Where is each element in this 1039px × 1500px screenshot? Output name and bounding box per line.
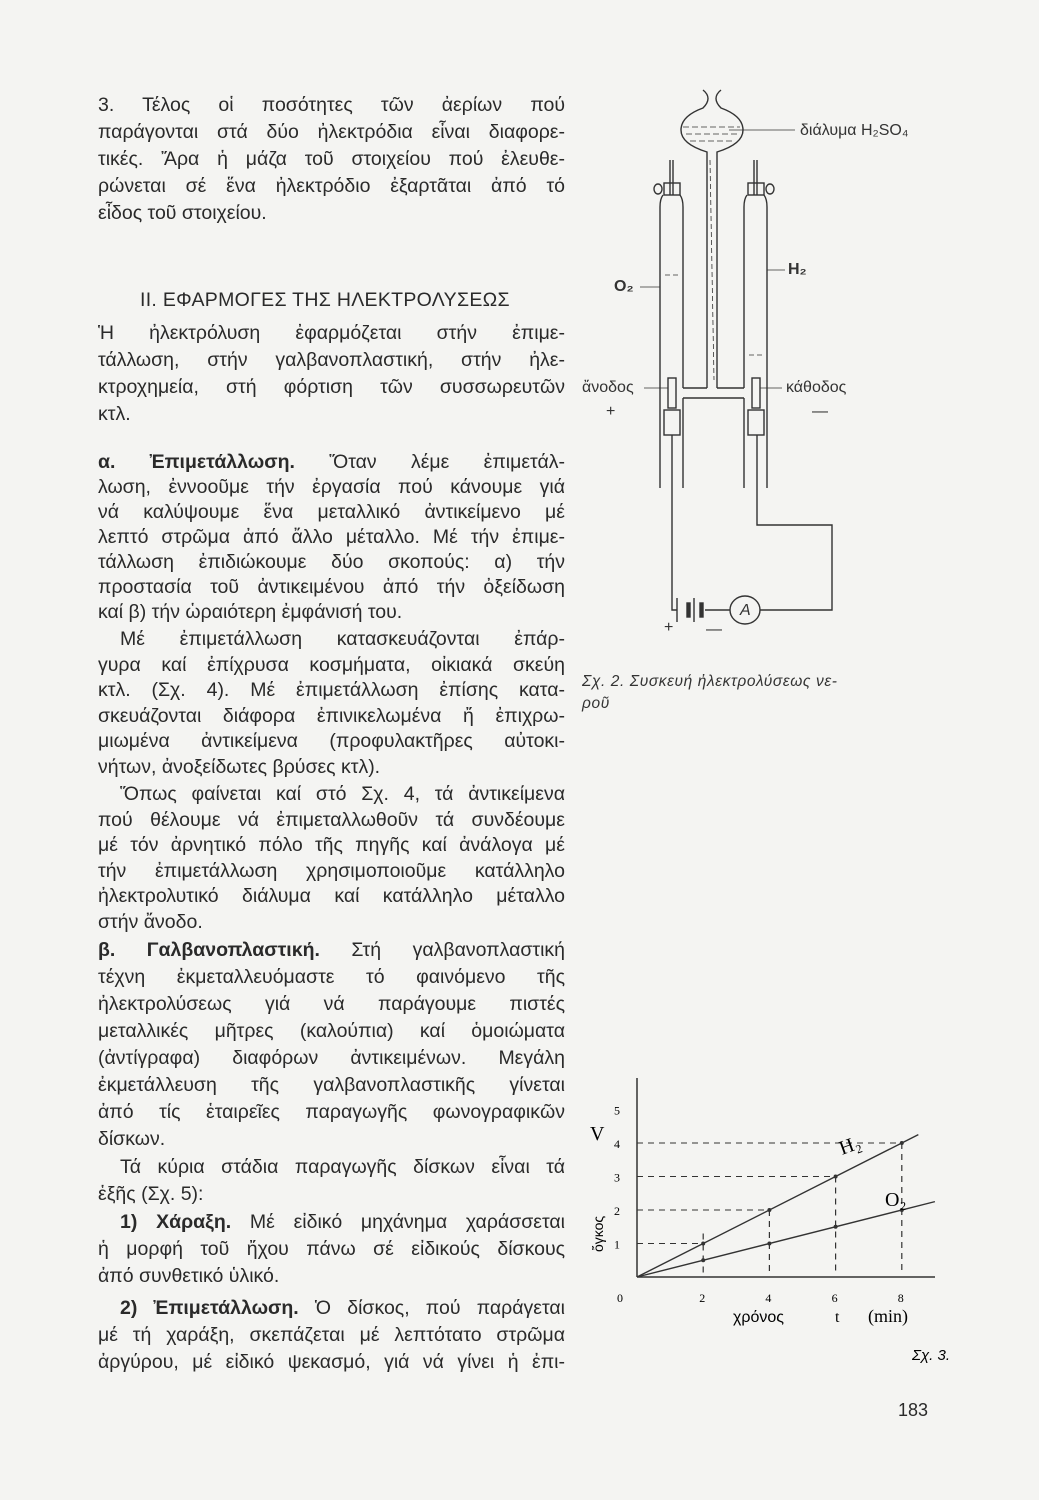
- line-text: νά καλύψουμε ἕνα μεταλλικό ἀντικείμενο μέ: [98, 501, 565, 523]
- label-h2: H₂: [788, 261, 807, 278]
- series-label-h2: H₂: [836, 1131, 864, 1160]
- series-line-h2: [637, 1135, 918, 1277]
- line-text: ἀπό τίς ἑταιρεῖες παραγωγῆς φωνογραφικῶν: [98, 1101, 565, 1123]
- line-text: μέ τή χαράξη, σκεπάζεται μέ λεπτότατο στρῶμα: [98, 1324, 565, 1346]
- line-text: ἀπό συνθετικό ὑλικό.: [98, 1265, 280, 1287]
- line-text: Ὅταν λέμε ἐπιμετάλ-: [294, 451, 565, 473]
- line-text: Μέ εἰδικό μηχάνημα χαράσσεται: [231, 1211, 565, 1233]
- line-text: κτλ.: [98, 403, 131, 425]
- x-tick-label: 8: [897, 1291, 904, 1305]
- figure2-caption-line2: ροῦ: [582, 695, 610, 712]
- line-text: Ὁ δίσκος, πού παράγεται: [298, 1297, 565, 1319]
- label-solution: διάλυμα H₂SO₄: [800, 122, 909, 139]
- line-text: τάλλωση, στήν γαλβανοπλαστική, στήν ἠλε-: [98, 349, 565, 371]
- line-text: μέ τόν ἀρνητικό πόλο τῆς πηγῆς καί ἀνάλογα μέ: [98, 834, 565, 856]
- y-tick-label: 2: [614, 1204, 620, 1218]
- label-ammeter: A: [740, 602, 751, 619]
- line-text: Μέ ἐπιμετάλλωση κατασκευάζονται ἐπάρ-: [120, 628, 565, 650]
- y-tick-label: 3: [614, 1170, 620, 1185]
- x-unit: (min): [868, 1306, 908, 1326]
- y-axis-label: ὄγκος: [590, 1215, 606, 1252]
- line-text: Ὅπως φαίνεται καί στό Σχ. 4, τά ἀντικείμενα: [120, 783, 565, 805]
- line-text: τάλλωση ἐπιδιώκουμε δύο σκοπούς: α) τήν: [98, 551, 565, 573]
- line-text: μιωμένα ἀντικείμενα (προφυλακτῆρες αὐτοκι-: [98, 730, 565, 752]
- data-point: [767, 1208, 771, 1212]
- line-text: ἠλεκτρολυτικό διάλυμα καί κατάλληλο μέταλλο: [98, 885, 565, 907]
- line-text: μεταλλικές μῆτρες (καλούπια) καί ὁμοιώματα: [98, 1020, 565, 1042]
- line-text: ἠλεκτρολύσεως γιά νά παράγουμε πιστές: [98, 993, 565, 1015]
- data-point: [701, 1242, 705, 1246]
- line-text: νήτων, ἀνοξείδωτες βρύσες κτλ).: [98, 755, 381, 778]
- line-text: Ἡ ἠλεκτρόλυση ἐφαρμόζεται στήν ἐπιμε-: [98, 322, 565, 344]
- line-text: στήν ἄνοδο.: [98, 910, 203, 933]
- line-text: σκευάζονται διάφορα ἐπινικελωμένα ἤ ἐπιχρω-: [98, 704, 565, 727]
- series-line-o2: [637, 1202, 935, 1277]
- x-tick-label: 0: [617, 1291, 623, 1305]
- x-tick-label: 2: [699, 1291, 706, 1305]
- line-text: τέχνη ἐκμεταλλευόμαστε τό φαινόμενο τῆς: [98, 966, 565, 988]
- line-text: κτροχημεία, στή φόρτιση τῶν συσσωρευτῶν: [98, 376, 565, 398]
- label-battery-minus: —: [706, 621, 722, 638]
- x-symbol: t: [835, 1309, 840, 1326]
- line-text: παράγονται στά δύο ἠλεκτρόδια εἶναι διαφορε-: [98, 121, 565, 143]
- line-text: γυρα καί ἐπίχρυσα κοσμήματα, οἰκιακά σκεύη: [98, 653, 565, 676]
- line-text: ἑξῆς (Σχ. 5):: [98, 1183, 204, 1205]
- line-text: ρώνεται σέ ἕνα ἠλεκτρόδιο ἐξαρτᾶται ἀπό τό: [98, 175, 565, 197]
- line-text: λεπτό στρῶμα ἀπό ἄλλο μέταλλο. Μέ τήν ἐπιμε-: [98, 526, 565, 548]
- line-text: κτλ. (Σχ. 4). Μέ ἐπιμετάλλωση ἐπίσης κατα-: [98, 679, 565, 701]
- y-tick-label: 1: [614, 1237, 620, 1252]
- x-tick-label: 6: [831, 1291, 838, 1305]
- line-text: (ἀντίγραφα) διαφόρων ἀντικειμένων. Μεγάλη: [98, 1047, 565, 1069]
- section-heading: II. ΕΦΑΡΜΟΓΕΣ ΤΗΣ ΗΛΕΚΤΡΟΛΥΣΕΩΣ: [140, 289, 510, 311]
- page-number: 183: [898, 1400, 929, 1420]
- bold-lead: α. Ἐπιμετάλλωση.: [98, 451, 295, 473]
- label-o2: O₂: [614, 278, 634, 295]
- label-battery-plus: +: [664, 619, 674, 636]
- label-anode: ἄνοδος: [582, 379, 634, 396]
- series-label-o2: O₂: [885, 1189, 907, 1211]
- x-tick-label: 4: [765, 1291, 772, 1305]
- data-point: [767, 1242, 771, 1246]
- line-text: ἡ μορφή τοῦ ἤχου πάνω σέ εἰδικούς δίσκους: [98, 1238, 565, 1260]
- line-text: προστασία τοῦ ἀντικειμένου ἀπό τήν ὀξείδωση: [98, 576, 565, 598]
- x-axis-label: χρόνος: [733, 1309, 785, 1326]
- line-text: πού θέλουμε νά ἐπιμεταλλωθοῦν τά συνδέουμε: [98, 808, 565, 831]
- data-point: [701, 1258, 705, 1262]
- label-anode-sign: +: [606, 403, 616, 420]
- line-text: 3. Τέλος οἱ ποσότητες τῶν ἀερίων πού: [98, 94, 565, 116]
- y-symbol: V: [590, 1123, 605, 1145]
- line-text: Τά κύρια στάδια παραγωγῆς δίσκων εἶναι τά: [120, 1156, 565, 1178]
- bold-lead: 2) Ἐπιμετάλλωση.: [120, 1297, 299, 1319]
- line-text: ἀργύρου, μέ εἰδικό ψεκασμό, γιά νά γίνει ἡ ἐπι-: [98, 1351, 565, 1373]
- line-text: τικές. Ἄρα ἡ μάζα τοῦ στοιχείου πού ἐλευθε-: [98, 148, 565, 170]
- line-text: δίσκων.: [98, 1128, 166, 1150]
- bold-lead: 1) Χάραξη.: [120, 1211, 232, 1233]
- y-tick-label: 4: [614, 1137, 620, 1151]
- y-tick-label: 5: [614, 1103, 620, 1118]
- bold-lead: β. Γαλβανοπλαστική.: [98, 939, 320, 961]
- data-point: [900, 1141, 904, 1145]
- line-text: εἶδος τοῦ στοιχείου.: [98, 202, 267, 224]
- label-cathode: κάθοδος: [786, 379, 847, 396]
- data-point: [834, 1175, 838, 1179]
- line-text: καί β) τήν ὡραιότερη ἐμφάνισή του.: [98, 601, 403, 623]
- figure3-caption: Σχ. 3.: [912, 1347, 951, 1364]
- line-text: Στή γαλβανοπλαστική: [319, 939, 566, 961]
- data-point: [834, 1225, 838, 1229]
- line-text: τήν ἐπιμετάλλωση χρησιμοποιοῦμε κατάλληλο: [98, 859, 565, 882]
- line-text: λωση, ἐννοοῦμε τήν ἐργασία πού κάνουμε γιά: [98, 476, 565, 498]
- label-cathode-sign: —: [812, 403, 828, 420]
- figure2-caption-line1: Σχ. 2. Συσκευή ἠλεκτρολύσεως νε-: [582, 673, 838, 690]
- line-text: ἐκμετάλλευση τῆς γαλβανοπλαστικῆς γίνεται: [98, 1074, 565, 1096]
